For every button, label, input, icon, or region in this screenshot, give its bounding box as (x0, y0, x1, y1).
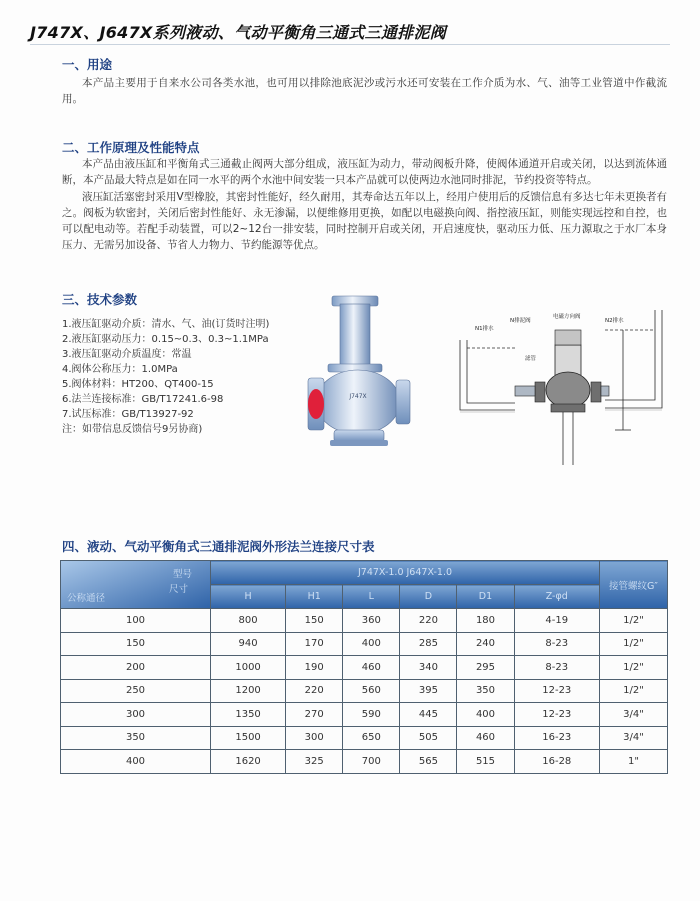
corner-model-label: 型号 (172, 569, 192, 580)
table-cell: 400 (457, 703, 514, 727)
table-cell: 240 (457, 632, 514, 656)
col-header: D (400, 585, 457, 609)
table-cell: 940 (211, 632, 286, 656)
installation-schematic (455, 300, 680, 470)
table-cell: 1/2" (600, 609, 668, 633)
table-cell: 350 (457, 679, 514, 703)
usage-paragraph: 本产品主要用于自来水公司各类水池，也可用以排除池底泥沙或污水还可安装在工作介质为水、气、油等工业管道中作截流用。 (62, 77, 667, 105)
table-cell: 360 (343, 609, 400, 633)
table-cell: 460 (457, 726, 514, 750)
table-cell: 150 (286, 609, 343, 633)
table-cell: 395 (400, 679, 457, 703)
spec-item: 5.阀体材料：HT200、QT400-15 (62, 379, 214, 390)
table-row (61, 632, 668, 656)
valve-photo (300, 290, 425, 465)
schematic-label: 滤管 (525, 356, 537, 362)
spec-list (62, 317, 269, 437)
table-cell: 1/2" (600, 656, 668, 680)
principle-paragraph-2: 液压缸活塞密封采用V型橡胶，其密封性能好，经久耐用，其寿命达五年以上，经用户使用后的反馈信息有多达七年未更换者有之。阀板为软密封，关闭后密封性能好、永无渗漏，以便维修用更换，如配以电磁换向阀、指控液压缸，则能实现远控和自控，也可以配电动等。若配手动装置，可以2~12台一排安装，同时控制开启或关闭，开启速度快，驱动压力低、压力源取之于水厂本身压力、无需另加设备、节省人力物力、节约能源等优点。 (62, 191, 667, 251)
col-header: D1 (457, 585, 514, 609)
col-header: Z-φd (514, 585, 599, 609)
table-cell: 325 (286, 750, 343, 774)
spec-item: 7.试压标准：GB/T13927-92 (62, 409, 194, 420)
valve-label: J747X (349, 393, 367, 400)
schematic-label: N2排水 (605, 318, 624, 324)
table-cell: 270 (286, 703, 343, 727)
spec-item: 4.阀体公称压力：1.0MPa (62, 364, 178, 375)
schematic-label: N排泥阀 (510, 318, 531, 324)
table-cell: 590 (343, 703, 400, 727)
model-header: J747X-1.0 J647X-1.0 (211, 561, 600, 585)
table-cell: 16-28 (514, 750, 599, 774)
schematic-label: N1排水 (475, 326, 494, 332)
table-cell: 350 (61, 726, 211, 750)
table-cell: 400 (61, 750, 211, 774)
table-cell: 1000 (211, 656, 286, 680)
table-cell: 650 (343, 726, 400, 750)
table-row (61, 726, 668, 750)
section-heading-specs: 三、技术参数 (62, 292, 138, 307)
table-cell: 340 (400, 656, 457, 680)
table-row (61, 703, 668, 727)
table-cell: 295 (457, 656, 514, 680)
table-cell: 400 (343, 632, 400, 656)
table-cell: 1200 (211, 679, 286, 703)
table-cell: 700 (343, 750, 400, 774)
table-cell: 1500 (211, 726, 286, 750)
spec-item: 3.液压缸驱动介质温度：常温 (62, 349, 192, 360)
table-cell: 1/2" (600, 679, 668, 703)
table-cell: 1/2" (600, 632, 668, 656)
table-cell: 170 (286, 632, 343, 656)
section-heading-principle: 二、工作原理及性能特点 (62, 140, 200, 155)
spec-item: 2.液压缸驱动压力：0.15~0.3、0.3~1.1MPa (62, 334, 269, 345)
principle-paragraph-1: 本产品由液压缸和平衡角式三通截止阀两大部分组成，液压缸为动力，带动阀板升降，使阀体通道开启或关闭，以达到流体通断，本产品最大特点是如在同一水平的两个水池中间安装一只本产品就可以使两边水池同时排泥，节约投资等特点。 (62, 158, 667, 186)
col-header: L (343, 585, 400, 609)
table-cell: 1" (600, 750, 668, 774)
spec-item: 1.液压缸驱动介质：清水、气、油(订货时注明) (62, 319, 270, 330)
table-cell: 8-23 (514, 656, 599, 680)
table-cell: 800 (211, 609, 286, 633)
table-corner-header (61, 561, 211, 609)
table-cell: 300 (286, 726, 343, 750)
col-header: H1 (286, 585, 343, 609)
spec-note: 注：如带信息反馈信号9另协商) (62, 424, 203, 435)
section-heading-usage: 一、用途 (62, 57, 113, 72)
corner-dn-label: 公称通径 (67, 593, 106, 604)
table-cell: 250 (61, 679, 211, 703)
table-cell: 190 (286, 656, 343, 680)
table-cell: 150 (61, 632, 211, 656)
table-cell: 565 (400, 750, 457, 774)
table-cell: 285 (400, 632, 457, 656)
table-cell: 220 (286, 679, 343, 703)
table-cell: 12-23 (514, 703, 599, 727)
table-row (61, 750, 668, 774)
title-divider (30, 44, 670, 45)
table-cell: 445 (400, 703, 457, 727)
table-cell: 12-23 (514, 679, 599, 703)
table-cell: 515 (457, 750, 514, 774)
col-header: H (211, 585, 286, 609)
corner-size-label: 尺寸 (168, 584, 188, 595)
table-cell: 220 (400, 609, 457, 633)
table-cell: 1620 (211, 750, 286, 774)
table-cell: 4-19 (514, 609, 599, 633)
page-title: J747X、J647X系列液动、气动平衡角三通式三通排泥阀 (30, 23, 447, 42)
dimension-table (60, 560, 668, 774)
table-cell: 3/4" (600, 726, 668, 750)
table-cell: 16-23 (514, 726, 599, 750)
table-cell: 1350 (211, 703, 286, 727)
table-cell: 8-23 (514, 632, 599, 656)
spec-item: 6.法兰连接标准：GB/T17241.6-98 (62, 394, 224, 405)
table-cell: 3/4" (600, 703, 668, 727)
table-cell: 100 (61, 609, 211, 633)
table-cell: 505 (400, 726, 457, 750)
schematic-label: 电磁方向阀 (553, 314, 581, 320)
table-cell: 180 (457, 609, 514, 633)
thread-header: 接管螺纹G″ (600, 561, 668, 609)
table-row (61, 609, 668, 633)
table-cell: 300 (61, 703, 211, 727)
section-heading-dimensions: 四、液动、气动平衡角式三通排泥阀外形法兰连接尺寸表 (62, 539, 375, 554)
table-cell: 460 (343, 656, 400, 680)
table-cell: 560 (343, 679, 400, 703)
table-cell: 200 (61, 656, 211, 680)
table-row (61, 656, 668, 680)
table-row (61, 679, 668, 703)
